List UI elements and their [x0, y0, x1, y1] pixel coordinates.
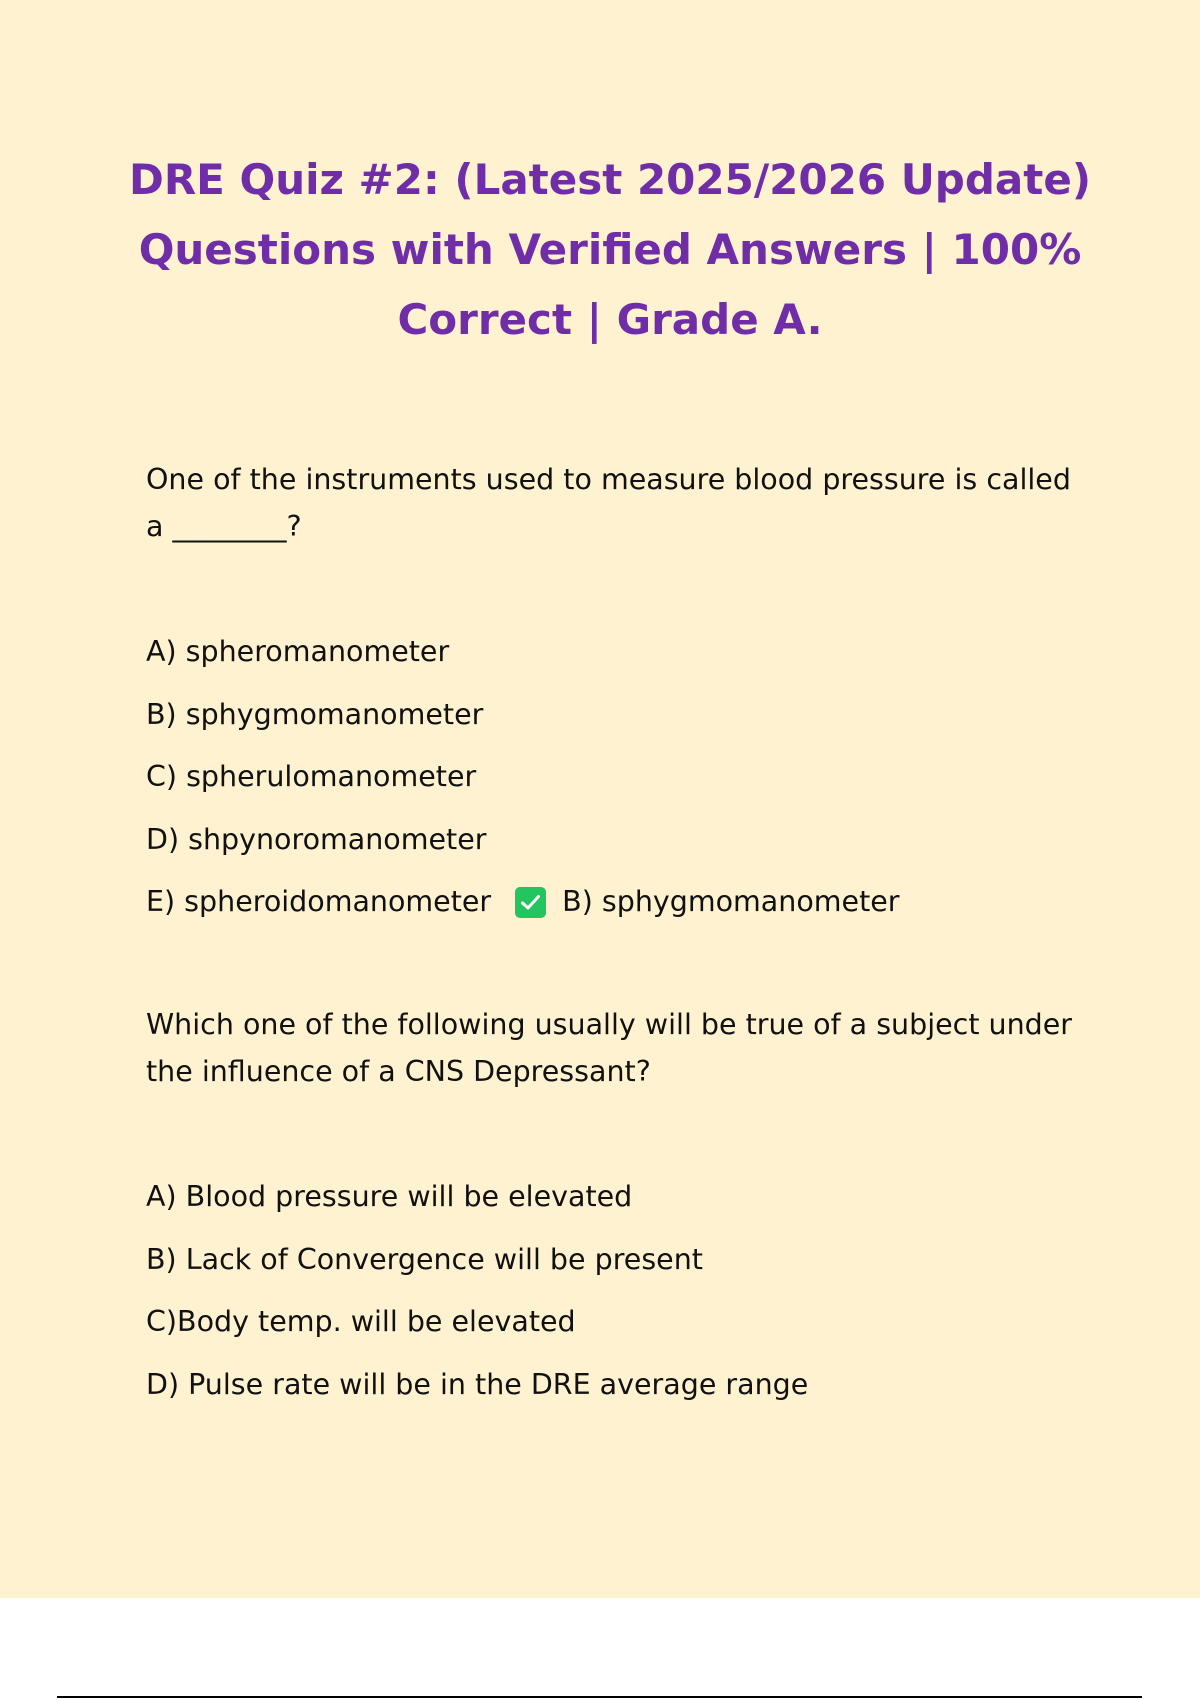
question-1-prompt	[146, 456, 1106, 550]
question-2-prompt	[146, 1001, 1106, 1095]
check-mark-glyph	[520, 893, 541, 912]
option-text: D) shpynoromanometer	[146, 822, 487, 856]
question-2-option-b	[146, 1242, 808, 1308]
question-2-options	[146, 1182, 808, 1432]
question-1-option-e	[146, 887, 900, 950]
question-2-option-d	[146, 1367, 809, 1433]
title-line-3: Correct | Grade A.	[397, 295, 823, 344]
question-1-option-a	[146, 637, 900, 700]
question-1-line-1: One of the instruments used to measure blood pressure is called	[146, 463, 1071, 496]
option-text: B) Lack of Convergence will be present	[146, 1242, 703, 1276]
question-2-option-c	[146, 1307, 808, 1370]
question-2-line-2: the influence of a CNS Depressant?	[146, 1055, 651, 1088]
question-1-option-c	[146, 762, 900, 825]
option-text: D) Pulse rate will be in the DRE average range	[146, 1367, 809, 1401]
title-line-2: Questions with Verified Answers | 100%	[138, 225, 1082, 274]
option-text: E) spheroidomanometer	[146, 885, 492, 918]
question-1-options	[146, 637, 900, 950]
option-text: B) sphygmomanometer	[146, 697, 484, 731]
question-2-option-a	[146, 1182, 808, 1245]
check-mark-icon	[515, 887, 546, 918]
footer-divider	[57, 1696, 1142, 1698]
question-1-option-d	[146, 822, 900, 888]
option-text: A) spheromanometer	[146, 635, 450, 668]
question-1-option-b	[146, 697, 900, 763]
option-text: C)Body temp. will be elevated	[146, 1305, 576, 1338]
question-1-answer: B) sphygmomanometer	[562, 885, 900, 918]
option-text: C) spherulomanometer	[146, 760, 477, 793]
question-2-line-1: Which one of the following usually will be true of a subject under	[146, 1008, 1073, 1041]
option-text: A) Blood pressure will be elevated	[146, 1180, 633, 1213]
question-1-line-2: a ________?	[146, 510, 302, 543]
document-title	[120, 145, 1100, 355]
title-line-1: DRE Quiz #2: (Latest 2025/2026 Update)	[128, 155, 1092, 204]
